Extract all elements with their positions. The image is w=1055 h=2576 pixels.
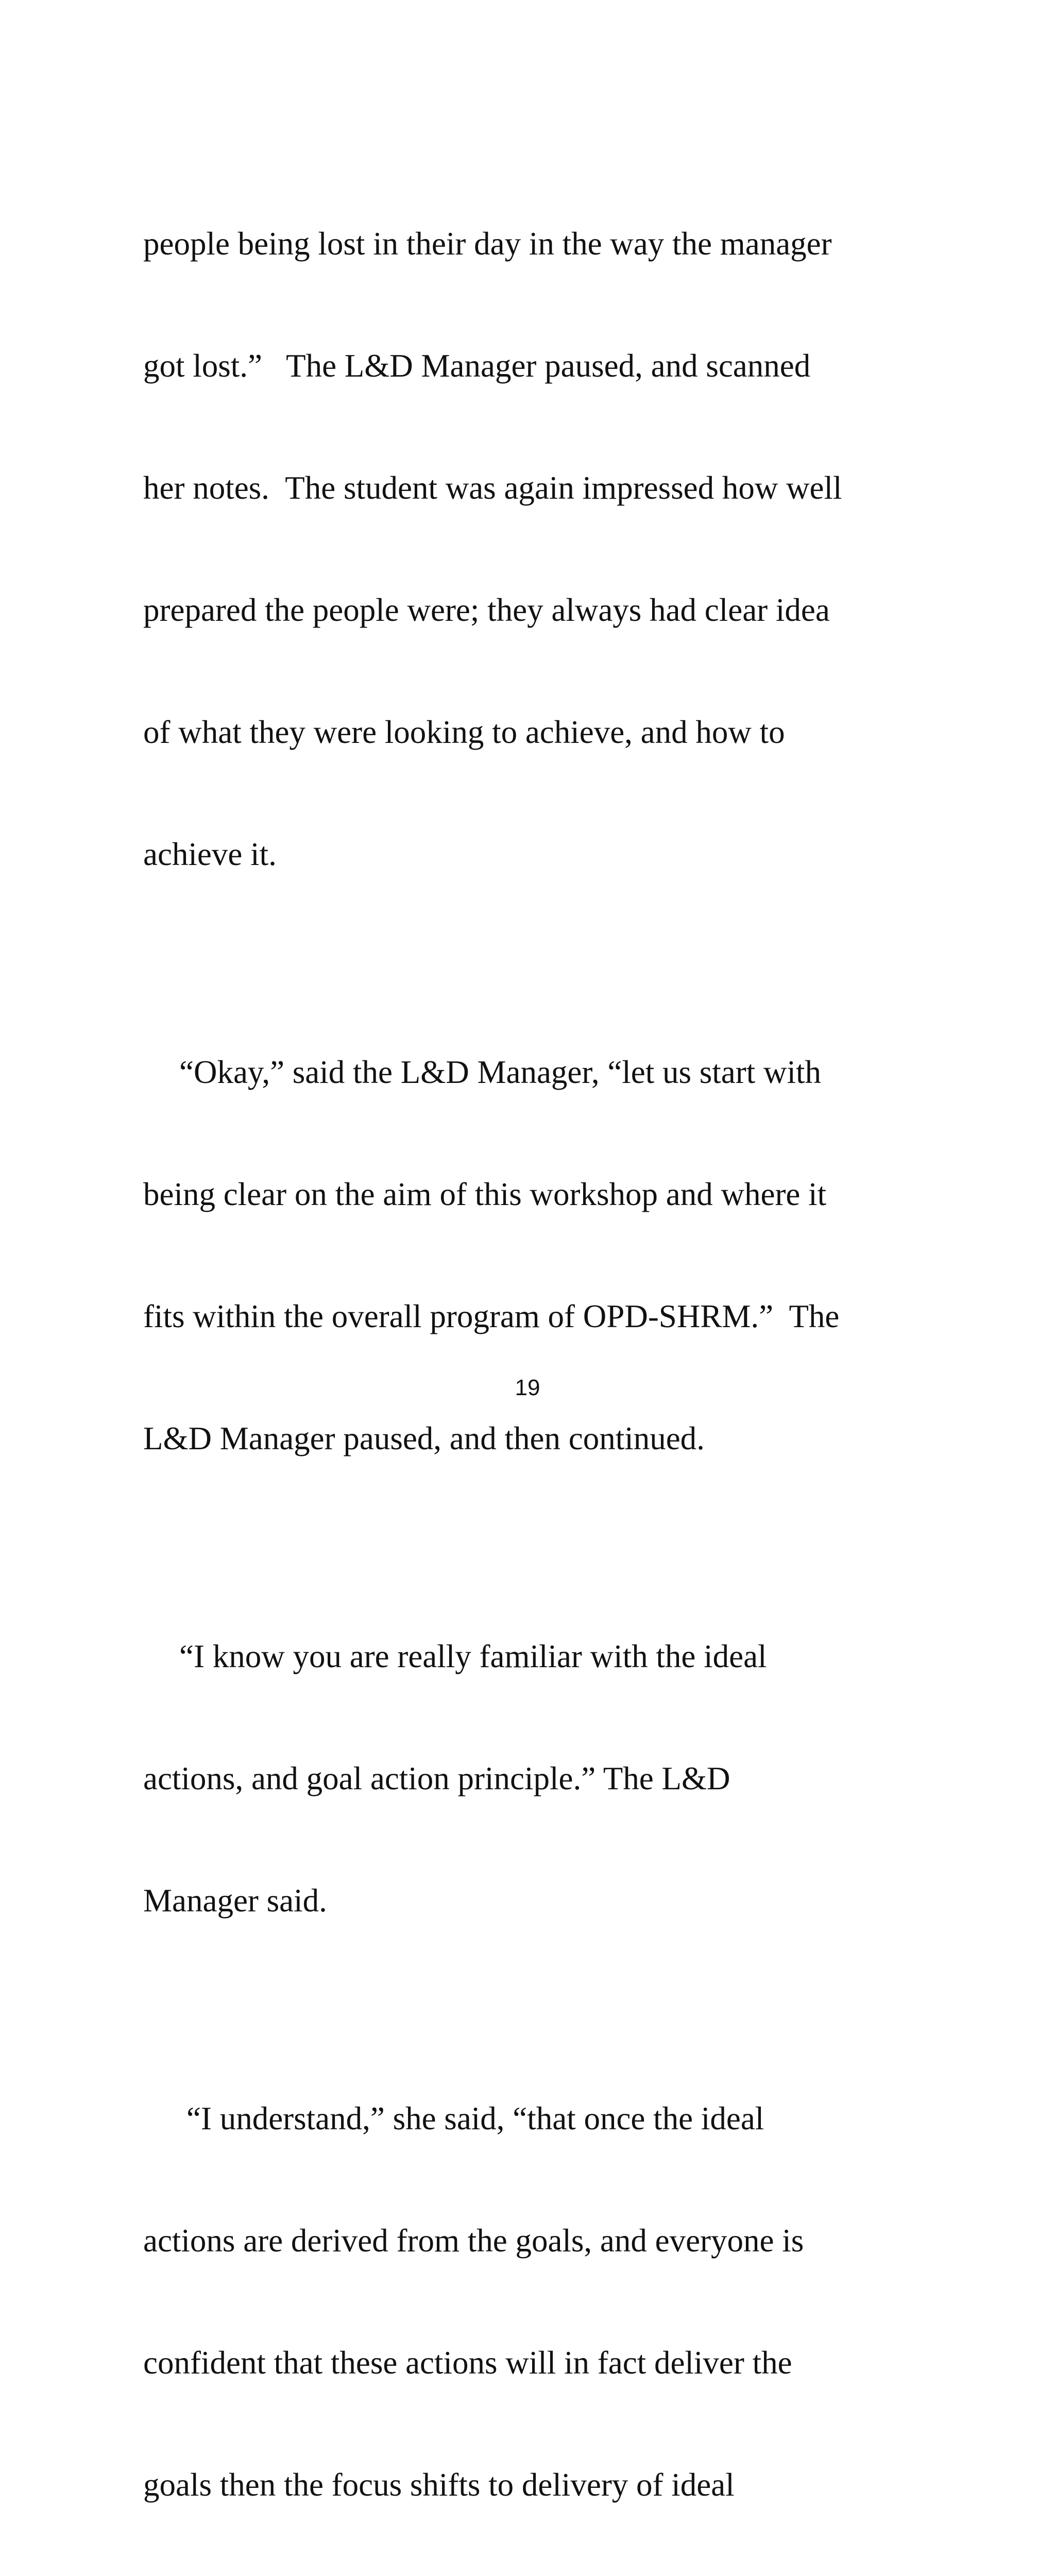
body-text	[143, 142, 926, 2576]
text-line: “I understand,” she said, “that once the ideal	[186, 2100, 764, 2137]
paragraph-3	[143, 1555, 926, 2003]
text-line: actions, and goal action principle.” The L&D	[143, 1760, 730, 1797]
text-line: people being lost in their day in the way the manager	[143, 226, 832, 262]
page-number: 19	[515, 1375, 540, 1400]
text-line: goals then the focus shifts to delivery of ideal	[143, 2467, 735, 2503]
text-line: L&D Manager paused, and then continued.	[143, 1420, 705, 1456]
paragraph-2	[143, 971, 926, 1540]
text-line: fits within the overall program of OPD-SHRM.” The	[143, 1298, 840, 1334]
text-line: confident that these actions will in fact deliver the	[143, 2345, 792, 2381]
text-line: her notes. The student was again impressed how well	[143, 470, 842, 506]
paragraph-1	[143, 142, 926, 956]
text-line: being clear on the aim of this workshop and where it	[143, 1176, 827, 1212]
text-line: actions are derived from the goals, and everyone is	[143, 2223, 804, 2259]
text-line: achieve it.	[143, 836, 277, 872]
text-line: “I know you are really familiar with the ideal	[179, 1638, 767, 1674]
paragraph-4	[143, 2017, 926, 2576]
text-line: got lost.” The L&D Manager paused, and scanned	[143, 348, 811, 384]
text-line: Manager said.	[143, 1883, 327, 1919]
text-line: prepared the people were; they always had clear idea	[143, 592, 830, 628]
text-line: “Okay,” said the L&D Manager, “let us start with	[179, 1054, 822, 1090]
text-line: of what they were looking to achieve, and how to	[143, 714, 785, 750]
